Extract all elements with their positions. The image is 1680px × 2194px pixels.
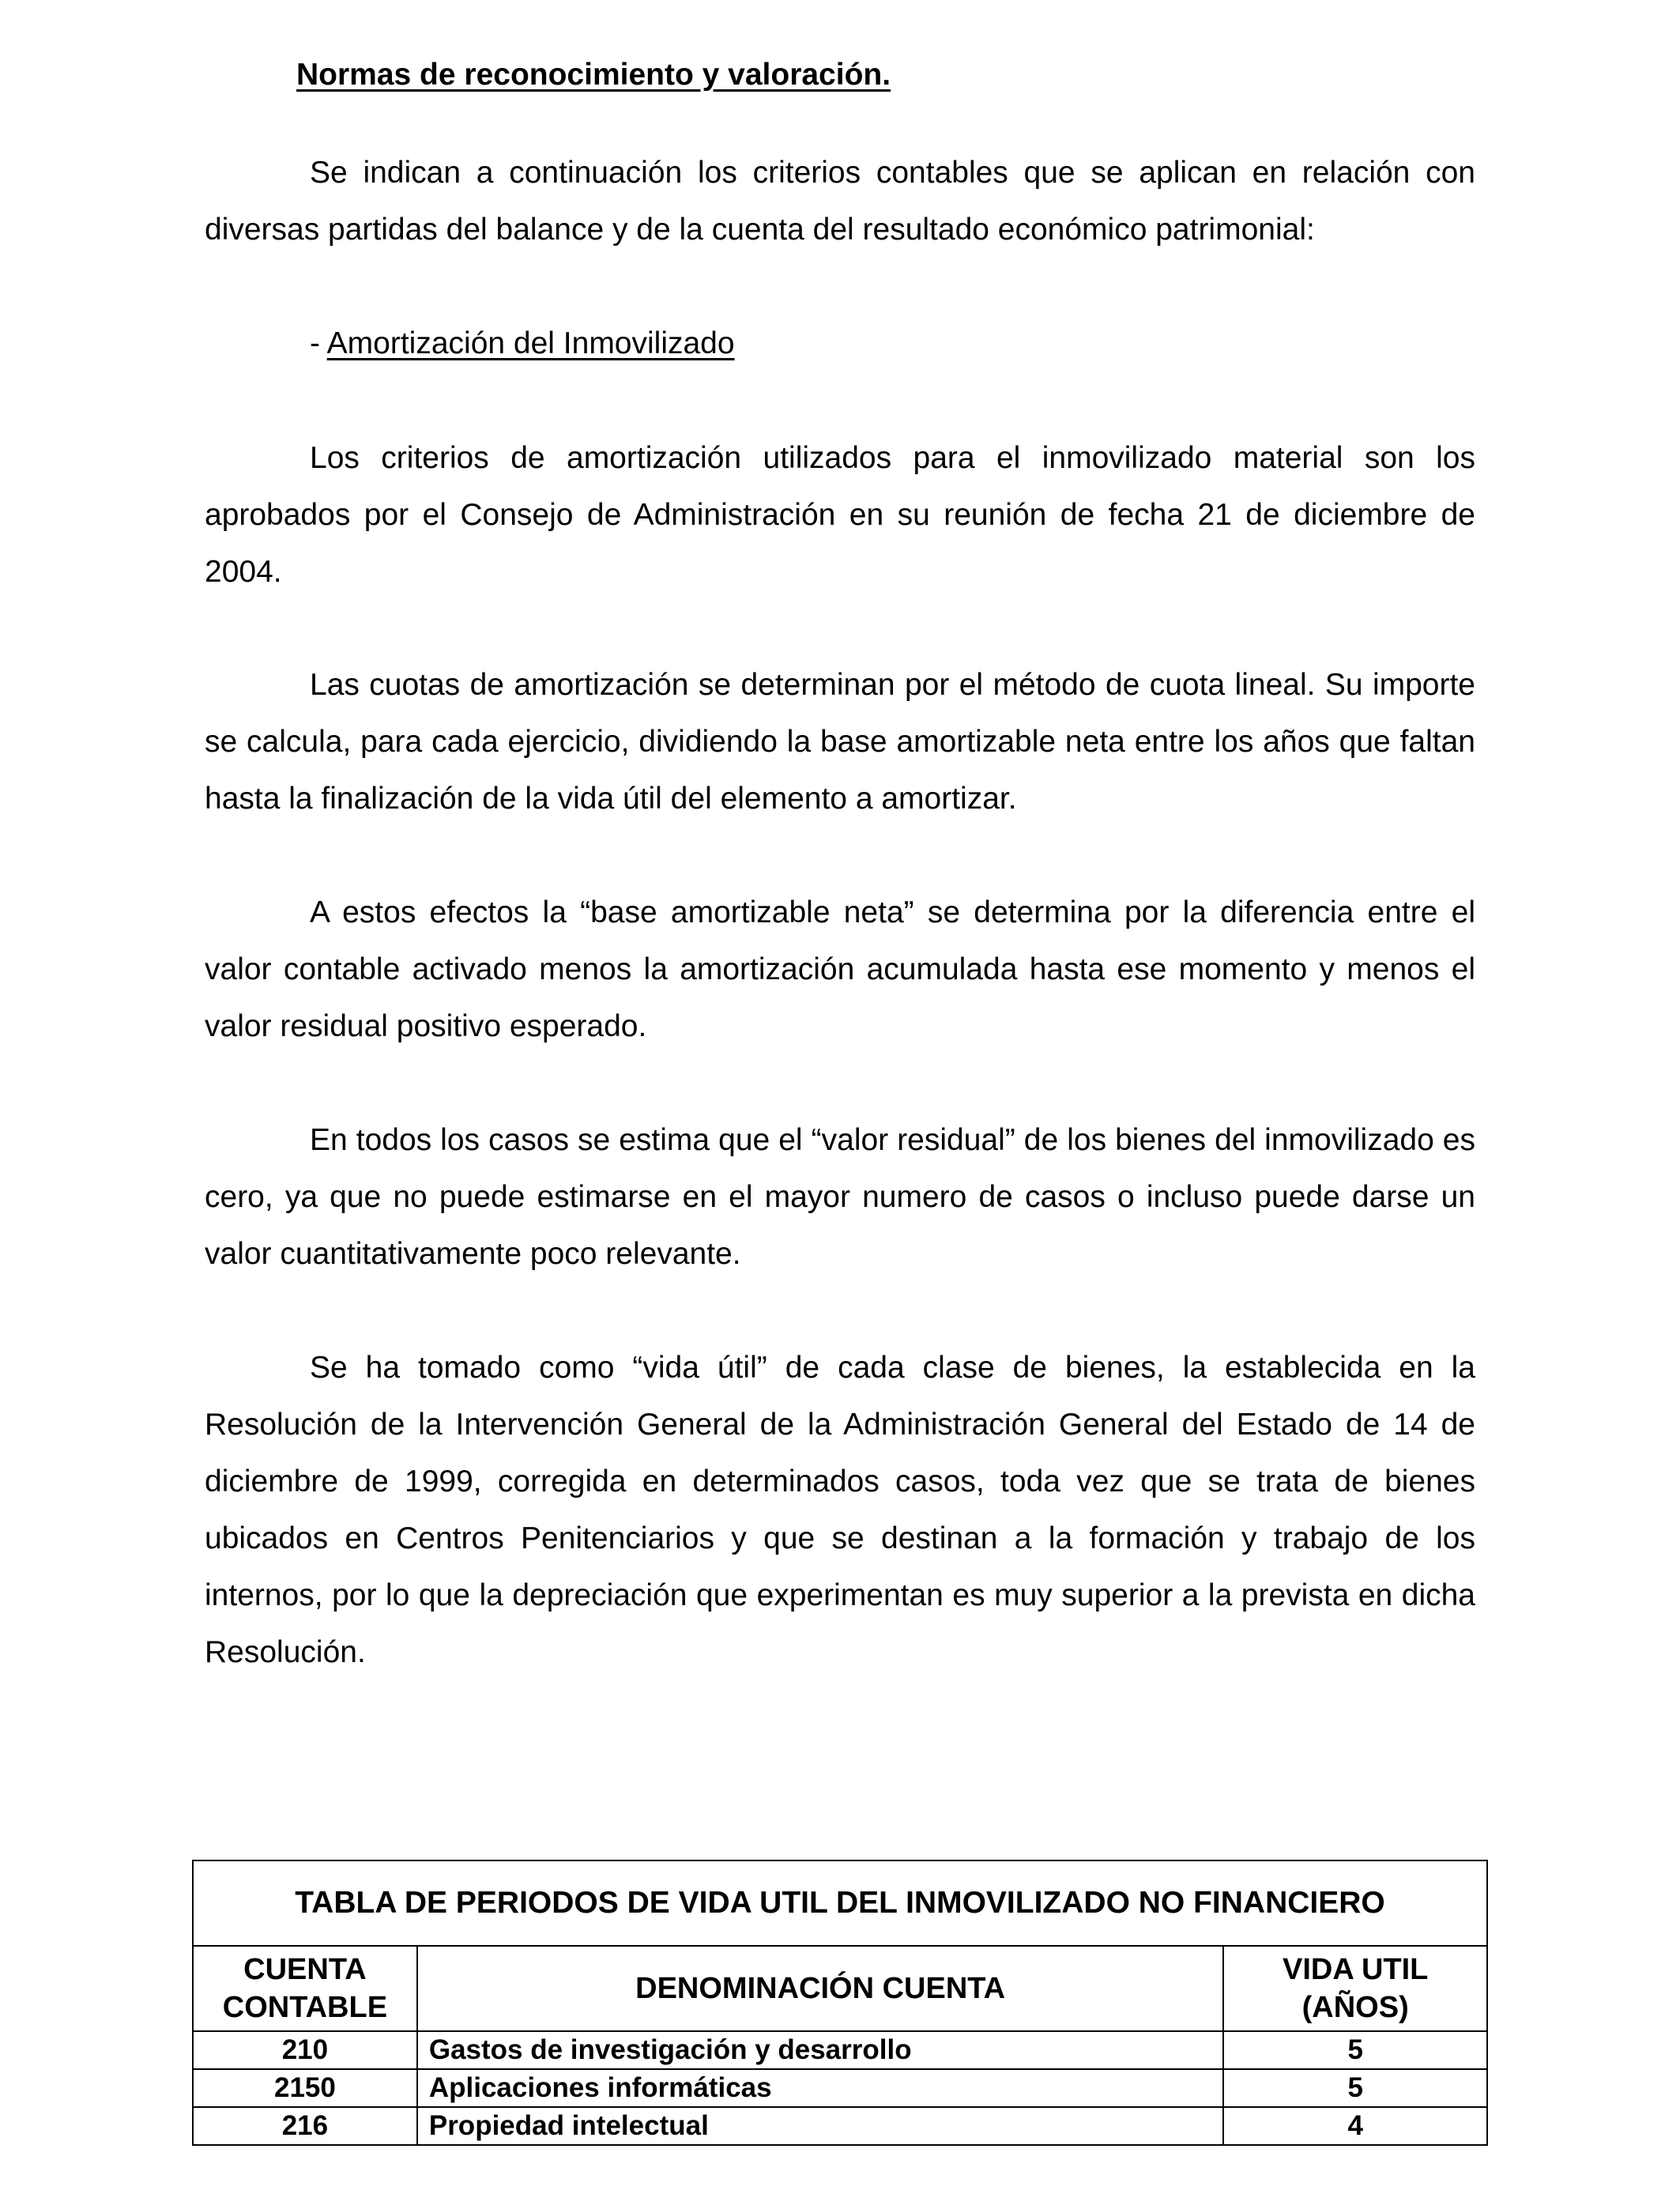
header-cuenta-contable	[193, 1946, 417, 2031]
paragraph-vida-util: Se ha tomado como “vida útil” de cada clase de bienes, la establecida en la Resolución de la Intervención General de la Administración General del Estado de 14 de diciembre de 1999, corregida en determinados casos, toda vez que se trata de bienes ubicados en Centros Penitenciarios y que se destinan a la formación y trabajo de los internos, por lo que la depreciación que experimentan es muy superior a la prevista en dicha Resolución.	[205, 1351, 1475, 1669]
cell-denominacion: Aplicaciones informáticas	[417, 2069, 1224, 2107]
cell-cuenta: 2150	[193, 2069, 417, 2107]
intro-paragraph: Se indican a continuación los criterios contables que se aplican en relación con diversas partidas del balance y de la cuenta del resultado económico patrimonial:	[205, 156, 1475, 247]
subheading-prefix: -	[310, 326, 327, 360]
paragraph-valor-residual: En todos los casos se estima que el “valor residual” de los bienes del inmovilizado es cero, ya que no puede estimarse en el mayor numero de casos o incluso puede darse un valor cuantitativamente poco relevante.	[205, 1123, 1475, 1271]
header-cuenta-line2: CONTABLE	[222, 1991, 388, 2024]
subheading	[310, 315, 735, 372]
paragraph-cuotas: Las cuotas de amortización se determinan por el método de cuota lineal. Su importe se calcula, para cada ejercicio, dividiendo la base amortizable neta entre los años que faltan hasta la finalización de la vida útil del elemento a amortizar.	[205, 668, 1475, 816]
cell-vida: 4	[1223, 2107, 1487, 2145]
useful-life-table	[192, 1860, 1488, 2146]
header-denominacion: DENOMINACIÓN CUENTA	[417, 1946, 1224, 2031]
paragraph-base-amortizable: A estos efectos la “base amortizable neta” se determina por la diferencia entre el valor contable activado menos la amortización acumulada hasta ese momento y menos el valor residual positivo esperado.	[205, 895, 1475, 1043]
section-heading: Normas de reconocimiento y valoración.	[296, 58, 891, 92]
subheading-title: Amortización del Inmovilizado	[326, 326, 735, 360]
table-row	[193, 2069, 1487, 2107]
cell-cuenta: 210	[193, 2031, 417, 2069]
header-cuenta-line1: CUENTA	[243, 1953, 367, 1986]
cell-denominacion: Propiedad intelectual	[417, 2107, 1224, 2145]
cell-vida: 5	[1223, 2031, 1487, 2069]
table-row	[193, 2107, 1487, 2145]
paragraph-criterios: Los criterios de amortización utilizados para el inmovilizado material son los aprobados por el Consejo de Administración en su reunión de fecha 21 de diciembre de 2004.	[205, 441, 1475, 589]
cell-cuenta: 216	[193, 2107, 417, 2145]
cell-denominacion: Gastos de investigación y desarrollo	[417, 2031, 1224, 2069]
table-row	[193, 2031, 1487, 2069]
cell-vida: 5	[1223, 2069, 1487, 2107]
table-title: TABLA DE PERIODOS DE VIDA UTIL DEL INMOVILIZADO NO FINANCIERO	[193, 1860, 1487, 1946]
header-vida-line2: (AÑOS)	[1301, 1991, 1409, 2024]
header-vida-util	[1223, 1946, 1487, 2031]
header-vida-line1: VIDA UTIL	[1283, 1953, 1429, 1986]
